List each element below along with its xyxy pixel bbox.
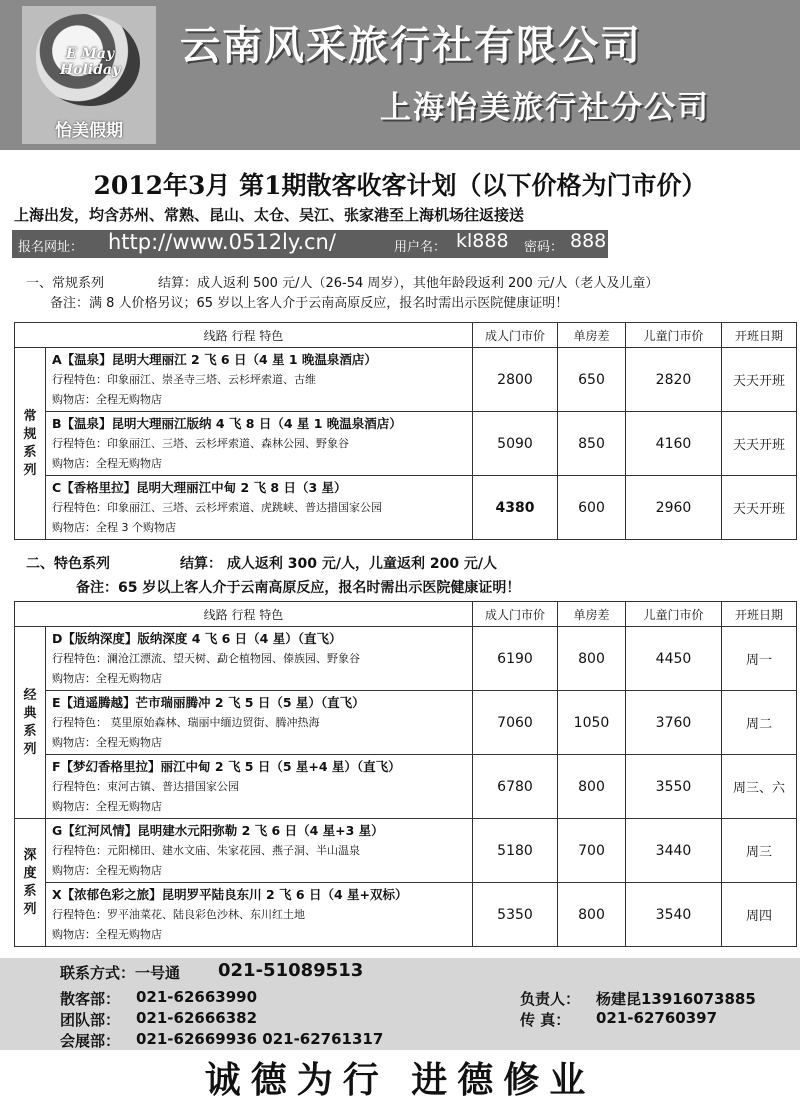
username-value: kl888 [456, 230, 509, 252]
adult-price: 7060 [473, 691, 558, 755]
route-name: A【温泉】昆明大理丽江 2 飞 6 日（4 星 1 晚温泉酒店） [52, 351, 377, 367]
route-cell [46, 691, 473, 755]
route-features: 行程特色：印象丽江、三塔、云杉坪索道、森林公园、野象谷 [52, 436, 349, 450]
route-name: B【温泉】昆明大理丽江版纳 4 飞 8 日（4 星 1 晚温泉酒店） [52, 415, 402, 431]
route-cell [46, 883, 473, 947]
password-value: 888 [570, 230, 607, 252]
website-bar [12, 230, 608, 258]
table-row [15, 348, 797, 412]
route-cell [46, 819, 473, 883]
adult-price: 6780 [473, 755, 558, 819]
logo-name: 怡美假期 [55, 121, 123, 141]
route-features: 行程特色：罗平油菜花、陆良彩色沙林、东川红土地 [52, 907, 305, 921]
hotline-number: 021-51089513 [218, 960, 364, 981]
fax-number: 021-62760397 [596, 1009, 718, 1027]
route-features: 行程特色：澜沧江漂流、望天树、勐仑植物园、傣族园、野象谷 [52, 651, 360, 665]
branch-name: 上海怡美旅行社分公司 [380, 90, 710, 126]
start-date: 周三 [722, 819, 797, 883]
adult-price: 4380 [473, 476, 558, 540]
route-features: 行程特色：印象丽江、三塔、云杉坪索道、虎跳峡、普达措国家公园 [52, 500, 382, 514]
route-cell [46, 476, 473, 540]
route-cell [46, 755, 473, 819]
route-cell [46, 348, 473, 412]
route-features: 行程特色：印象丽江、崇圣寺三塔、云杉坪索道、古维 [52, 372, 316, 386]
adult-price: 5090 [473, 412, 558, 476]
category-label: 深度系列 [15, 819, 46, 947]
password-label: 密码： [524, 240, 564, 255]
single-supplement: 600 [558, 476, 626, 540]
manager-contact: 杨建昆13916073885 [596, 990, 756, 1008]
adult-price: 5180 [473, 819, 558, 883]
route-shopping: 购物店：全程无购物店 [52, 456, 162, 470]
table-row [15, 883, 797, 947]
logo-wordmark: E May Holiday [59, 46, 121, 78]
category-label: 经典系列 [15, 627, 46, 819]
route-name: E【逍遥腾越】芒市瑞丽腾冲 2 飞 5 日（5 星）（直飞） [52, 694, 365, 710]
table-row [15, 755, 797, 819]
route-cell [46, 412, 473, 476]
start-date: 天天开班 [722, 348, 797, 412]
start-date: 周一 [722, 627, 797, 691]
table-header-row [15, 323, 797, 348]
table-row [15, 412, 797, 476]
table-header-row [15, 602, 797, 627]
child-price: 4450 [626, 627, 722, 691]
route-name: F【梦幻香格里拉】丽江中甸 2 飞 5 日（5 星+4 星）（直飞） [52, 758, 401, 774]
single-supplement: 800 [558, 755, 626, 819]
start-date: 天天开班 [722, 412, 797, 476]
dept-phone: 021-62669936 021-62761317 [136, 1030, 384, 1048]
child-price: 3550 [626, 755, 722, 819]
header-start-date: 开班日期 [722, 323, 797, 348]
category-label: 常规系列 [15, 348, 46, 540]
header-single-supplement: 单房差 [558, 602, 626, 627]
route-shopping: 购物店：全程无购物店 [52, 392, 162, 406]
start-date: 周四 [722, 883, 797, 947]
single-supplement: 700 [558, 819, 626, 883]
header-adult-price: 成人门市价 [473, 602, 558, 627]
hotline-label: 联系方式：一号通 [60, 964, 181, 982]
route-features: 行程特色： 莫里原始森林、瑞丽中缅边贸街、腾冲热海 [52, 715, 320, 729]
single-supplement: 800 [558, 883, 626, 947]
start-date: 周三、六 [722, 755, 797, 819]
company-name: 云南风采旅行社有限公司 [180, 23, 642, 69]
dept-label: 散客部： [60, 990, 121, 1008]
single-supplement: 650 [558, 348, 626, 412]
child-price: 2960 [626, 476, 722, 540]
route-shopping: 购物店：全程无购物店 [52, 735, 162, 749]
website-label: 报名网址： [18, 240, 84, 255]
header-child-price: 儿童门市价 [626, 323, 722, 348]
start-date: 天天开班 [722, 476, 797, 540]
header-route: 线路 行程 特色 [15, 323, 473, 348]
child-price: 4160 [626, 412, 722, 476]
section-settlement: 结算：成人返利 500 元/人（26-54 周岁），其他年龄段返利 200 元/人（老人及儿童） [158, 276, 659, 291]
start-date: 周二 [722, 691, 797, 755]
header-child-price: 儿童门市价 [626, 602, 722, 627]
route-shopping: 购物店：全程 3 个购物店 [52, 520, 176, 534]
child-price: 3540 [626, 883, 722, 947]
route-name: G【红河风情】昆明建水元阳弥勒 2 飞 6 日（4 星+3 星） [52, 822, 384, 838]
adult-price: 6190 [473, 627, 558, 691]
route-shopping: 购物店：全程无购物店 [52, 863, 162, 877]
section-title: 二、特色系列 [26, 556, 110, 572]
table-row [15, 627, 797, 691]
company-logo [22, 6, 156, 144]
route-shopping: 购物店：全程无购物店 [52, 927, 162, 941]
price-table-featured [14, 601, 797, 947]
child-price: 3440 [626, 819, 722, 883]
contact-footer [0, 958, 800, 1050]
dept-phone: 021-62666382 [136, 1009, 258, 1027]
route-name: D【版纳深度】版纳深度 4 飞 6 日（4 星）（直飞） [52, 630, 342, 646]
route-shopping: 购物店：全程无购物店 [52, 799, 162, 813]
route-note: 上海出发，均含苏州、常熟、昆山、太仓、吴江、张家港至上海机场往返接送 [14, 206, 525, 224]
section-note: 备注：65 岁以上客人介于云南高原反应，报名时需出示医院健康证明！ [76, 580, 521, 596]
fax-label: 传 真： [520, 1011, 571, 1029]
company-slogan: 诚德为行 进德修业 [204, 1059, 596, 1101]
single-supplement: 1050 [558, 691, 626, 755]
section-note: 备注：满 8 人价格另议；65 岁以上客人介于云南高原反应，报名时需出示医院健康证明！ [50, 296, 569, 311]
header-banner [0, 0, 800, 150]
dept-label: 会展部： [60, 1032, 121, 1050]
price-table-regular [14, 322, 797, 540]
route-cell [46, 627, 473, 691]
route-name: X【浓郁色彩之旅】昆明罗平陆良东川 2 飞 6 日（4 星+双标） [52, 886, 408, 902]
route-shopping: 购物店：全程无购物店 [52, 671, 162, 685]
route-features: 行程特色：束河古镇、普达措国家公园 [52, 779, 239, 793]
adult-price: 2800 [473, 348, 558, 412]
route-name: C【香格里拉】昆明大理丽江中甸 2 飞 8 日（3 星） [52, 479, 347, 495]
dept-label: 团队部： [60, 1011, 121, 1029]
single-supplement: 850 [558, 412, 626, 476]
header-start-date: 开班日期 [722, 602, 797, 627]
header-single-supplement: 单房差 [558, 323, 626, 348]
header-route: 线路 行程 特色 [15, 602, 473, 627]
section-settlement: 结算： 成人返利 300 元/人，儿童返利 200 元/人 [180, 556, 498, 572]
child-price: 2820 [626, 348, 722, 412]
table-row [15, 691, 797, 755]
route-features: 行程特色：元阳梯田、建水文庙、朱家花园、燕子洞、半山温泉 [52, 843, 360, 857]
page-title: 2012年3月 第1期散客收客计划（以下价格为门市价） [93, 171, 707, 200]
table-row [15, 476, 797, 540]
manager-label: 负责人： [520, 990, 581, 1008]
dept-phone: 021-62663990 [136, 988, 258, 1006]
header-adult-price: 成人门市价 [473, 323, 558, 348]
adult-price: 5350 [473, 883, 558, 947]
username-label: 用户名： [394, 240, 447, 255]
single-supplement: 800 [558, 627, 626, 691]
website-url[interactable]: http://www.0512ly.cn/ [108, 230, 336, 254]
section-title: 一、常规系列 [26, 276, 105, 291]
table-row [15, 819, 797, 883]
child-price: 3760 [626, 691, 722, 755]
